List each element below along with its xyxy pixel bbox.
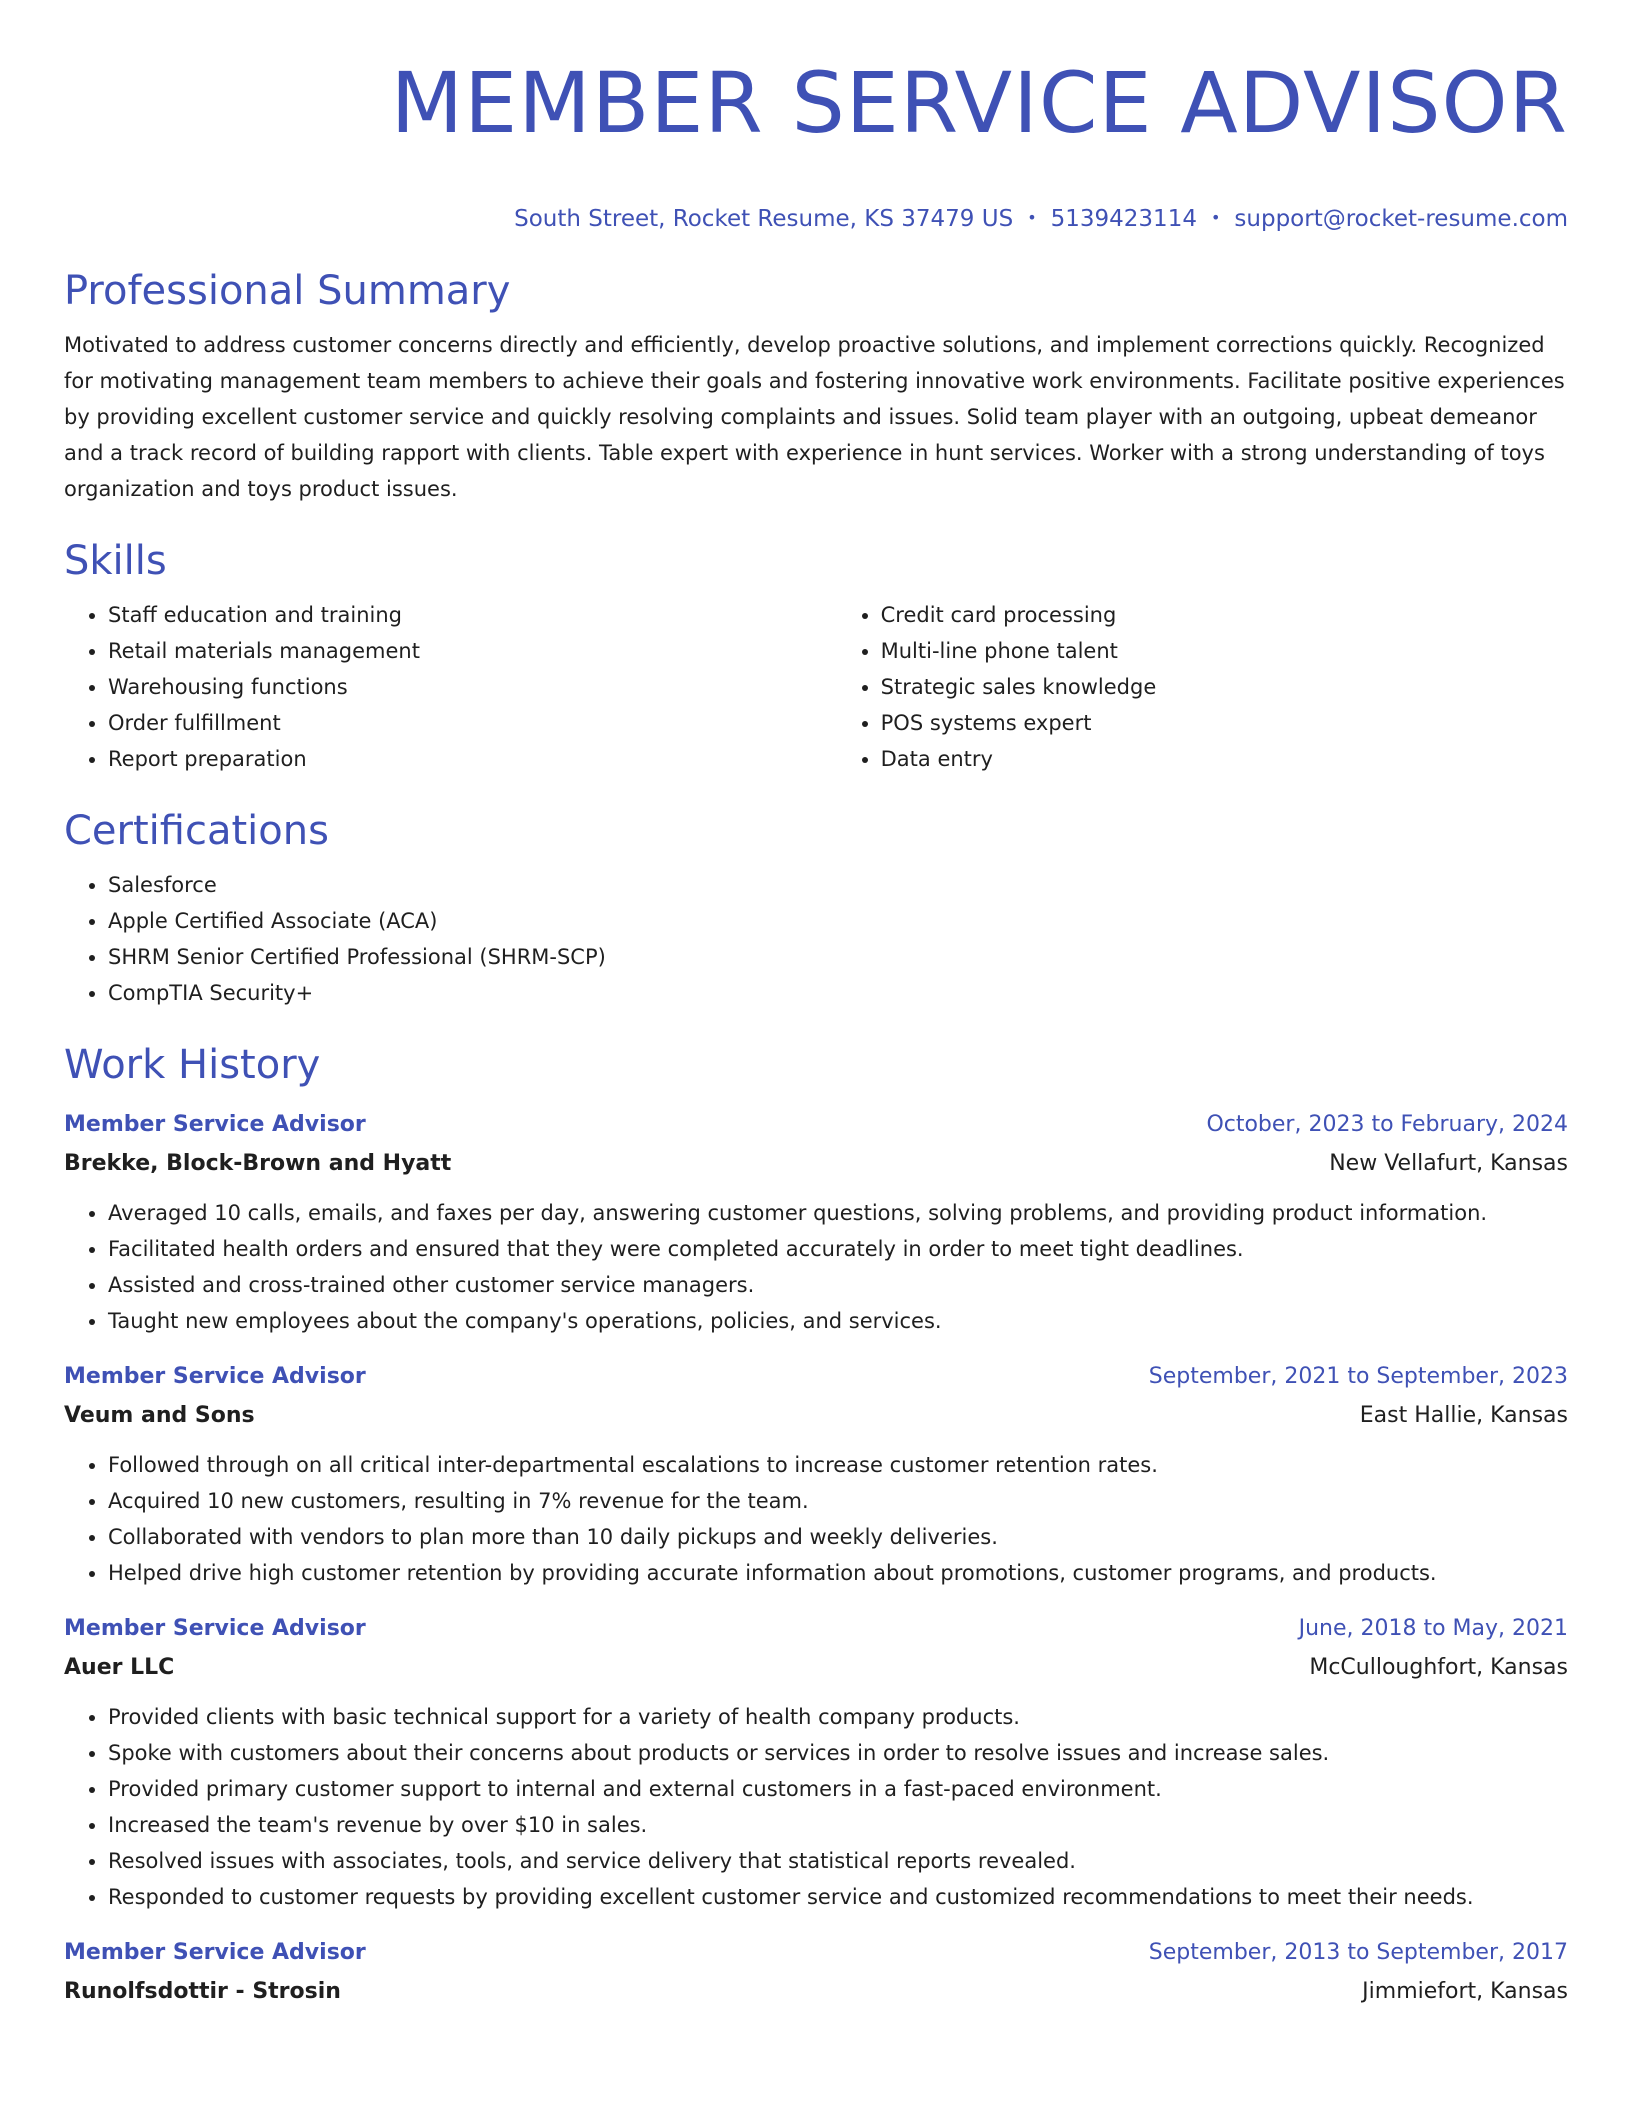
skill-item: • Strategic sales knowledge <box>881 669 1568 705</box>
skill-item: • Warehousing functions <box>108 669 837 705</box>
skills-list-left <box>64 597 837 777</box>
job-bullet: • Followed through on all critical inter-departmental escalations to increase customer retention rates. <box>108 1447 1568 1483</box>
job-bullet: • Provided primary customer support to internal and external customers in a fast-paced environment. <box>108 1771 1568 1807</box>
job-bullet: • Helped drive high customer retention by providing accurate information about promotions, customer programs, and products. <box>108 1555 1568 1591</box>
job-title: Member Service Advisor <box>64 1939 366 1965</box>
job-entry <box>64 1933 1568 2011</box>
job-title-row <box>64 1933 1568 1973</box>
skill-item: • Retail materials management <box>108 633 837 669</box>
job-bullets <box>64 1195 1568 1339</box>
certifications-list <box>64 867 1568 1011</box>
job-bullets <box>64 1699 1568 1915</box>
job-title: Member Service Advisor <box>64 1363 366 1389</box>
professional-summary-section <box>64 265 1568 507</box>
contact-separator: • <box>1027 207 1037 227</box>
job-company-row <box>64 1145 1568 1183</box>
skill-item: • Order fulfillment <box>108 705 837 741</box>
job-location: East Hallie, Kansas <box>1359 1402 1568 1428</box>
job-company: Veum and Sons <box>64 1402 255 1428</box>
contact-phone: 5139423114 <box>1050 206 1197 232</box>
job-location: Jimmiefort, Kansas <box>1362 1978 1568 2004</box>
contact-separator: • <box>1210 207 1221 227</box>
contact-address: South Street, Rocket Resume, KS 37479 US <box>514 206 1014 232</box>
job-title: Member Service Advisor <box>64 1615 366 1641</box>
job-location: McCulloughfort, Kansas <box>1309 1654 1568 1680</box>
job-bullets <box>64 1447 1568 1591</box>
job-bullet: • Resolved issues with associates, tools, and service delivery that statistical reports revealed. <box>108 1843 1568 1879</box>
resume-header <box>64 44 1568 237</box>
job-dates: September, 2013 to September, 2017 <box>1148 1939 1568 1965</box>
skill-item: • Staff education and training <box>108 597 837 633</box>
job-company-row <box>64 1973 1568 2011</box>
job-bullet: • Spoke with customers about their concerns about products or services in order to resolve issues and increase sales. <box>108 1735 1568 1771</box>
skill-item: • Data entry <box>881 741 1568 777</box>
section-title-skills: Skills <box>64 537 167 584</box>
job-bullet: • Provided clients with basic technical support for a variety of health company products. <box>108 1699 1568 1735</box>
skill-item: • Multi-line phone talent <box>881 633 1568 669</box>
section-title-certifications: Certifications <box>64 807 329 854</box>
job-dates: October, 2023 to February, 2024 <box>1206 1111 1568 1137</box>
certification-item: • Salesforce <box>108 867 1568 903</box>
job-dates: September, 2021 to September, 2023 <box>1148 1363 1568 1389</box>
certifications-section <box>64 805 1568 1011</box>
job-bullet: • Collaborated with vendors to plan more than 10 daily pickups and weekly deliveries. <box>108 1519 1568 1555</box>
skill-item: • Credit card processing <box>881 597 1568 633</box>
candidate-name: MEMBER SERVICE ADVISOR <box>390 54 1568 152</box>
job-title: Member Service Advisor <box>64 1111 366 1137</box>
skills-grid <box>64 597 1568 777</box>
job-dates: June, 2018 to May, 2021 <box>1298 1615 1568 1641</box>
contact-email: support@rocket-resume.com <box>1234 206 1568 232</box>
work-history-section <box>64 1039 1568 2011</box>
section-title-work-history: Work History <box>64 1041 321 1088</box>
job-bullet: • Increased the team's revenue by over $10 in sales. <box>108 1807 1568 1843</box>
summary-text: Motivated to address customer concerns directly and efficiently, develop proactive solutions, and implement corrections quickly. Recognized for motivating management team members to achieve their goals and fostering innovative work environments. Facilitate positive experiences by providing excellent customer service and quickly resolving complaints and issues. Solid team player with an outgoing, upbeat demeanor and a track record of building rapport with clients. Table expert with experience in hunt services. Worker with a strong understanding of toys organization and toys product issues. <box>64 332 1565 501</box>
certification-item: • CompTIA Security+ <box>108 975 1568 1011</box>
job-location: New Vellafurt, Kansas <box>1329 1150 1568 1176</box>
job-bullet: • Assisted and cross-trained other customer service managers. <box>108 1267 1568 1303</box>
job-company: Brekke, Block-Brown and Hyatt <box>64 1150 452 1176</box>
skill-item: • POS systems expert <box>881 705 1568 741</box>
job-bullet: • Acquired 10 new customers, resulting in 7% revenue for the team. <box>108 1483 1568 1519</box>
job-company-row <box>64 1649 1568 1687</box>
job-entry <box>64 1105 1568 1339</box>
job-bullet: • Responded to customer requests by providing excellent customer service and customized recommendations to meet their needs. <box>108 1879 1568 1915</box>
job-bullet: • Taught new employees about the company's operations, policies, and services. <box>108 1303 1568 1339</box>
job-company-row <box>64 1397 1568 1435</box>
certification-item: • SHRM Senior Certified Professional (SHRM-SCP) <box>108 939 1568 975</box>
skills-section <box>64 535 1568 777</box>
job-bullet: • Facilitated health orders and ensured that they were completed accurately in order to meet tight deadlines. <box>108 1231 1568 1267</box>
job-title-row <box>64 1609 1568 1649</box>
job-title-row <box>64 1105 1568 1145</box>
job-entry <box>64 1609 1568 1915</box>
job-company: Auer LLC <box>64 1654 175 1680</box>
job-company: Runolfsdottir - Strosin <box>64 1978 341 2004</box>
job-entry <box>64 1357 1568 1591</box>
skills-list-right <box>837 597 1568 777</box>
section-title-summary: Professional Summary <box>64 267 511 314</box>
certification-item: • Apple Certified Associate (ACA) <box>108 903 1568 939</box>
contact-line <box>64 202 1568 237</box>
jobs-list <box>64 1105 1568 2011</box>
skill-item: • Report preparation <box>108 741 837 777</box>
job-title-row <box>64 1357 1568 1397</box>
job-bullet: • Averaged 10 calls, emails, and faxes per day, answering customer questions, solving problems, and providing product information. <box>108 1195 1568 1231</box>
